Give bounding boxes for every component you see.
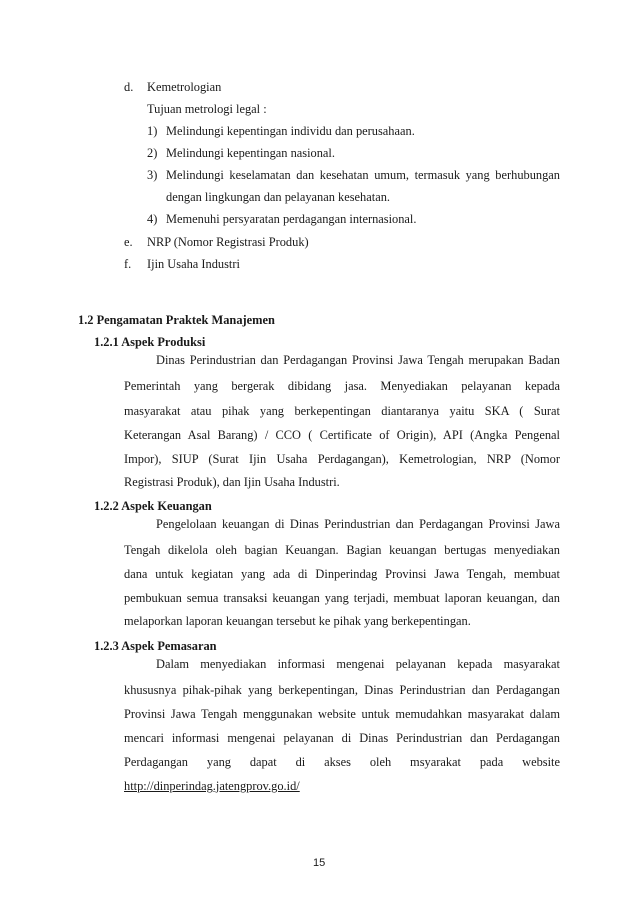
- keuangan-line-1: Pengelolaan keuangan di Dinas Perindustrian dan Perdagangan Provinsi Jawa: [156, 517, 560, 531]
- numbered-marker-4: 4): [147, 212, 158, 226]
- page-number: 15: [313, 857, 326, 869]
- pemasaran-line-2: khususnya pihak-pihak yang berkepentingan, Dinas Perindustrian dan Perdagangan: [124, 683, 560, 697]
- numbered-item-2: Melindungi kepentingan nasional.: [166, 146, 335, 160]
- numbered-item-1: Melindungi kepentingan individu dan perusahaan.: [166, 124, 415, 138]
- list-marker-f: f.: [124, 257, 132, 271]
- section-heading: 1.2 Pengamatan Praktek Manajemen: [78, 313, 275, 327]
- numbered-marker-2: 2): [147, 146, 158, 160]
- keuangan-line-3: dana untuk kegiatan yang ada di Dinperindag Provinsi Jawa Tengah, membuat: [124, 567, 560, 581]
- produksi-line-5: Impor), SIUP (Surat Ijin Usaha Perdagangan), Kemetrologian, NRP (Nomor: [124, 452, 560, 466]
- produksi-line-2: Pemerintah yang bergerak dibidang jasa. Menyediakan pelayanan kepada: [124, 379, 560, 393]
- list-item-ijin-usaha: Ijin Usaha Industri: [147, 257, 240, 271]
- list-item-kemetrologian: Kemetrologian: [147, 80, 222, 94]
- numbered-marker-3: 3): [147, 168, 158, 182]
- metrologi-intro: Tujuan metrologi legal :: [147, 102, 267, 116]
- produksi-line-4: Keterangan Asal Barang) / CCO ( Certificate of Origin), API (Angka Pengenal: [124, 428, 560, 442]
- subsection-heading-produksi: 1.2.1 Aspek Produksi: [94, 335, 206, 349]
- website-link[interactable]: http://dinperindag.jatengprov.go.id/: [124, 779, 300, 793]
- produksi-line-6: Registrasi Produk), dan Ijin Usaha Industri.: [124, 475, 340, 489]
- keuangan-line-2: Tengah dikelola oleh bagian Keuangan. Bagian keuangan bertugas menyediakan: [124, 543, 560, 557]
- pemasaran-line-1: Dalam menyediakan informasi mengenai pelayanan kepada masyarakat: [156, 657, 560, 671]
- produksi-line-3: masyarakat atau pihak yang berkepentingan diantaranya yaitu SKA ( Surat: [124, 404, 560, 418]
- list-marker-e: e.: [124, 235, 133, 249]
- list-marker-d: d.: [124, 80, 134, 94]
- pemasaran-line-3: Provinsi Jawa Tengah menggunakan website untuk memudahkan masyarakat dalam: [124, 707, 560, 721]
- list-item-nrp: NRP (Nomor Registrasi Produk): [147, 235, 309, 249]
- pemasaran-line-4: mencari informasi mengenai pelayanan di Dinas Perindustrian dan Perdagangan: [124, 731, 560, 745]
- numbered-item-4: Memenuhi persyaratan perdagangan internasional.: [166, 212, 417, 226]
- numbered-marker-1: 1): [147, 124, 158, 138]
- numbered-item-3: Melindungi keselamatan dan kesehatan umum, termasuk yang berhubungan: [166, 168, 560, 182]
- subsection-heading-pemasaran: 1.2.3 Aspek Pemasaran: [94, 639, 217, 653]
- subsection-heading-keuangan: 1.2.2 Aspek Keuangan: [94, 499, 212, 513]
- numbered-item-3-continuation: dengan lingkungan dan pelayanan kesehatan.: [166, 190, 390, 204]
- keuangan-line-5: melaporkan laporan keuangan tersebut ke pihak yang berkepentingan.: [124, 614, 471, 628]
- keuangan-line-4: pembukuan semua transaksi keuangan yang terjadi, membuat laporan keuangan, dan: [124, 591, 560, 605]
- pemasaran-line-5: Perdagangan yang dapat di akses oleh msyarakat pada website: [124, 755, 560, 769]
- produksi-line-1: Dinas Perindustrian dan Perdagangan Provinsi Jawa Tengah merupakan Badan: [156, 353, 560, 367]
